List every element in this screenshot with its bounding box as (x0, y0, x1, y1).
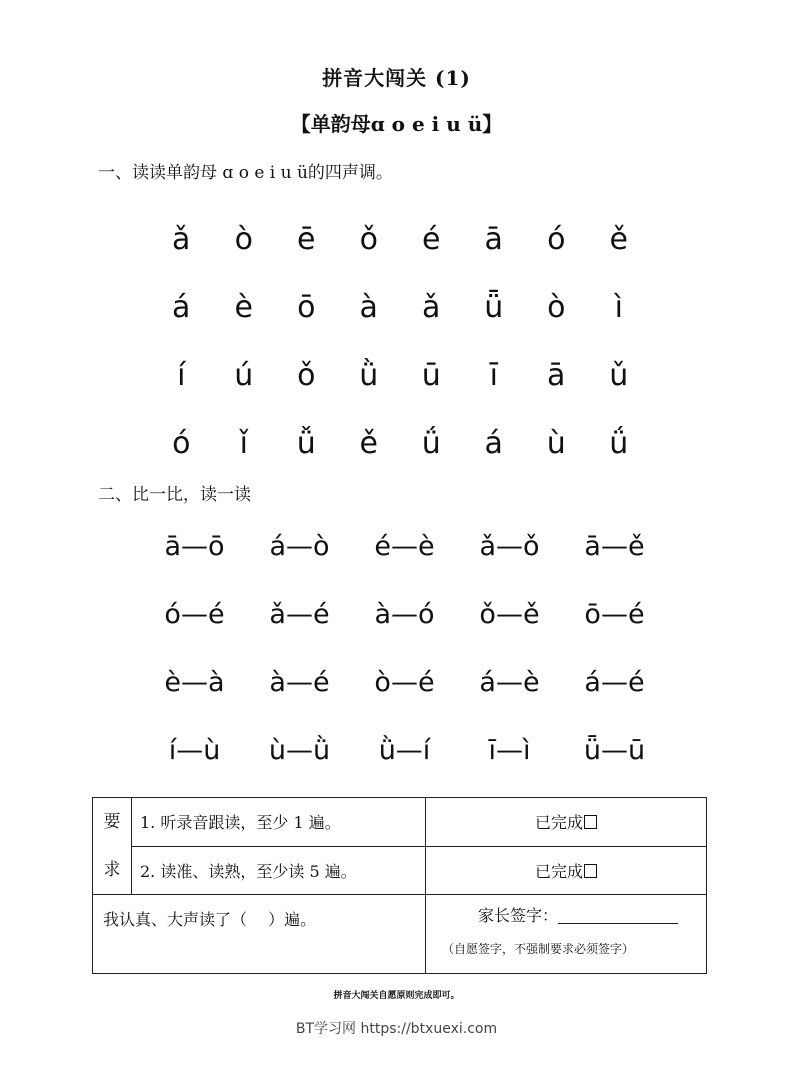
compare-cell: ǎ—ǒ (479, 530, 540, 562)
parent-sign-cell (426, 895, 707, 974)
read-count-text: 我认真、大声读了（ ）遍。 (103, 910, 317, 929)
parent-sign-label: 家长签字： (478, 906, 559, 925)
compare-cell: ǒ—ě (479, 598, 540, 630)
tone-cell: ǔ (609, 357, 629, 393)
compare-cell: ā—ō (164, 530, 225, 562)
compare-cell: í—ù (168, 734, 221, 766)
tone-cell: ǖ (484, 289, 504, 325)
requirements-label (93, 798, 132, 895)
compare-row (142, 580, 702, 648)
tone-cell: á (172, 289, 191, 325)
done-cell-2 (426, 846, 707, 895)
tone-cell: ó (547, 221, 566, 257)
tone-row (150, 409, 650, 477)
compare-cell: è—à (164, 666, 225, 698)
tone-cell: ā (484, 221, 503, 257)
compare-row (142, 512, 702, 580)
sign-note: （自愿签字，不强制要求必须签字） (442, 942, 635, 956)
requirements-label-bottom: 求 (103, 860, 121, 880)
compare-cell: ǜ—í (378, 734, 431, 766)
tone-cell: ē (297, 221, 316, 257)
compare-cell: é—è (374, 530, 435, 562)
signature-line[interactable] (558, 907, 678, 924)
footnote: 拼音大闯关自愿原则完成即可。 (333, 991, 460, 1001)
tone-row (150, 273, 650, 341)
compare-cell: á—ò (269, 530, 330, 562)
page-subtitle: 【单韵母ɑ o e i u ü】 (290, 112, 503, 136)
tone-cell: è (234, 289, 253, 325)
tone-cell: ǎ (172, 221, 191, 257)
tone-cell: ǜ (359, 357, 379, 393)
tone-cell: ú (234, 357, 254, 393)
tone-cell: ū (421, 357, 441, 393)
tone-cell: ò (234, 221, 253, 257)
compare-cell: ó—é (164, 598, 225, 630)
tone-cell: é (422, 221, 441, 257)
compare-cell: á—é (584, 666, 645, 698)
tone-cell: ā (547, 357, 566, 393)
watermark: BT学习网 https://btxuexi.com (295, 1021, 498, 1037)
tone-cell: ě (609, 221, 628, 257)
tone-cell: ě (359, 425, 378, 461)
requirement-item-2: 2. 读准、读熟，至少读 5 遍。 (132, 846, 426, 895)
tone-cell: ù (546, 425, 566, 461)
tone-row (150, 341, 650, 409)
requirement-item-1: 1. 听录音跟读，至少 1 遍。 (132, 798, 426, 847)
compare-cell: ù—ǜ (268, 734, 331, 766)
compare-cell: ī—ì (488, 734, 531, 766)
compare-grid (142, 512, 702, 784)
compare-cell: á—è (479, 666, 540, 698)
tone-cell: á (484, 425, 503, 461)
tone-cell: ǐ (239, 425, 248, 461)
compare-cell: ò—é (374, 666, 435, 698)
page-title: 拼音大闯关 (1) (322, 66, 471, 90)
compare-cell: ā—ě (584, 530, 645, 562)
tone-cell: ī (489, 357, 498, 393)
done-label-2: 已完成 (534, 861, 583, 881)
tone-cell: ǒ (297, 357, 316, 393)
compare-row (142, 648, 702, 716)
section2-heading: 二、比一比，读一读 (98, 485, 251, 505)
requirements-table (92, 797, 707, 974)
tone-cell: ǒ (359, 221, 378, 257)
compare-cell: ǖ—ū (583, 734, 646, 766)
read-count-cell (93, 895, 426, 974)
compare-cell: à—é (269, 666, 330, 698)
tone-cell: ì (614, 289, 623, 325)
requirements-label-top: 要 (103, 812, 121, 832)
tone-cell: ò (547, 289, 566, 325)
tone-cell: ǘ (421, 425, 441, 461)
checkbox-2[interactable] (584, 864, 597, 878)
tone-cell: à (359, 289, 378, 325)
tone-row (150, 205, 650, 273)
checkbox-1[interactable] (584, 815, 597, 829)
compare-cell: ō—é (584, 598, 645, 630)
tone-grid (150, 205, 650, 477)
tone-cell: ó (172, 425, 191, 461)
compare-cell: ǎ—é (269, 598, 330, 630)
compare-row (142, 716, 702, 784)
done-cell-1 (426, 798, 707, 847)
section1-heading: 一、读读单韵母 ɑ o e i u ü的四声调。 (98, 163, 393, 183)
compare-cell: à—ó (374, 598, 435, 630)
tone-cell: ǘ (609, 425, 629, 461)
tone-cell: í (177, 357, 186, 393)
tone-cell: ǎ (422, 289, 441, 325)
tone-cell: ǚ (296, 425, 316, 461)
tone-cell: ō (297, 289, 316, 325)
done-label-1: 已完成 (534, 813, 583, 833)
